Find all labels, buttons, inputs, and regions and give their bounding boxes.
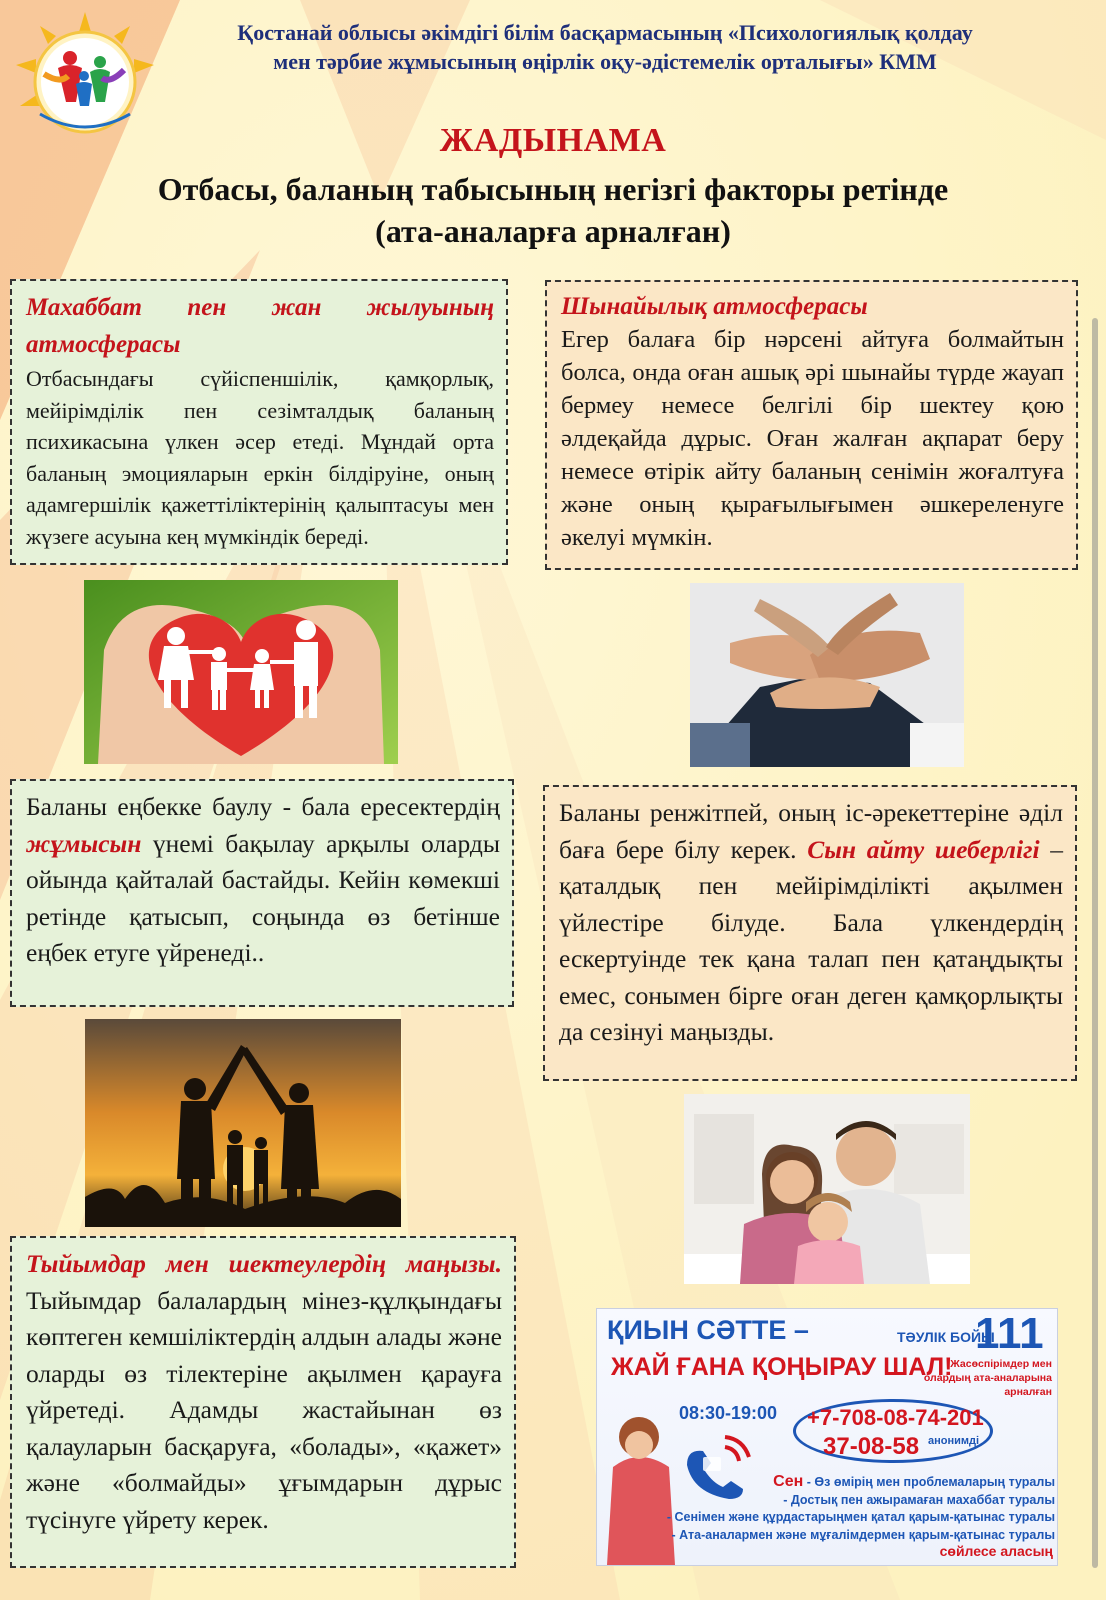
hotline-number: 111	[975, 1309, 1044, 1358]
sincerity-atmosphere-box	[545, 280, 1078, 570]
hotline-topic-2: - Достық пен ажырамаған махаббат туралы	[783, 1492, 1055, 1507]
criticism-skill-box	[543, 785, 1077, 1081]
hotline-poster	[596, 1308, 1058, 1566]
organization-name	[175, 18, 1035, 76]
sincerity-atmosphere-heading: Шынайылық атмосферасы	[561, 293, 868, 320]
hotline-audience: Жасөспірімдер мен олардың ата-аналарына арналған	[923, 1358, 1052, 1398]
hotline-topic-4: - Ата-аналармен және мұғалімдермен қарым-қатынас туралы	[671, 1527, 1055, 1542]
hotline-topic-3: - Сенімен және құрдастарыңмен қатал қарым-қатынас туралы	[666, 1510, 1055, 1524]
stacked-hands-image	[690, 583, 964, 767]
labor-emphasis: жұмысын	[26, 828, 142, 858]
criticism-text-before: Баланы ренжітпей, оның іс-әрекеттеріне әділ баға бере білу керек.	[559, 798, 1063, 864]
hotline-topics	[635, 1473, 1055, 1544]
hotline-phone-1: +7-708-08-74-201	[807, 1405, 984, 1430]
hotline-round-clock: ТӘУЛІК БОЙЫ	[897, 1329, 995, 1345]
labor-text-after: үнемі бақылау арқылы оларды ойында қайталай бастайды. Кейін көмекші ретінде қатысып, соңында өз бетінше еңбек етуге үйренеді..	[26, 828, 500, 967]
family-silhouette-sunset-image	[85, 1019, 401, 1227]
hotline-phone-2: 37-08-58	[823, 1433, 920, 1460]
hotline-hours: 08:30-19:00	[679, 1403, 778, 1423]
prohibitions-heading: Тыйымдар мен шектеулердің маңызы.	[26, 1249, 502, 1278]
page-title: ЖАДЫНАМА	[439, 122, 667, 159]
hotline-topic-1: - Өз өмірің мен проблемаларың туралы	[803, 1475, 1055, 1489]
labor-text-before: Баланы еңбекке баулу - бала ересектердің	[26, 792, 500, 821]
smiling-family-image	[684, 1094, 970, 1284]
love-atmosphere-text: Отбасындағы сүйіспеншілік, қамқорлық, мейірімділік пен сезімталдық баланың психикасына үлкен әсер етеді. Мұндай орта баланың эмоцияларын еркін білдіруіне, оның адамгершілік қажеттіліктерінің қалыптасуы мен жүзеге асуына кең мүмкіндік береді.	[26, 366, 494, 549]
subtitle-line-2: (ата-аналарға арналған)	[375, 213, 731, 249]
org-line-1: Қостанай облысы әкімдігі білім басқармасының «Психологиялық қолдау	[237, 20, 973, 45]
scrollbar[interactable]	[1092, 318, 1098, 1568]
prohibitions-box	[10, 1236, 516, 1568]
page-subtitle	[40, 168, 1066, 252]
subtitle-line-1: Отбасы, баланың табысының негізгі факторы ретінде	[157, 171, 949, 207]
hotline-closing: сөйлесе аласың	[939, 1543, 1053, 1559]
hotline-headline-2: ЖАЙ ҒАНА ҚОҢЫРАУ ШАЛ!	[611, 1353, 953, 1381]
org-line-2: мен тәрбие жұмысының өңірлік оқу-әдістемелік орталығы» КММ	[273, 49, 937, 74]
love-atmosphere-box	[10, 279, 508, 565]
hands-holding-heart-family-image	[84, 580, 398, 764]
love-atmosphere-heading: Махаббат пен жан жылуының атмосферасы	[26, 294, 494, 358]
labor-education-box	[10, 779, 514, 1007]
hotline-you: Сен	[773, 1473, 804, 1490]
prohibitions-text: Тыйымдар балалардың мінез-құлқындағы көптеген кемшіліктердің алдын алады және оларды өз тілектеріне ақылмен қарауға үйретеді. Адамды жастайынан өз қалауларын басқаруға, «болады», «қажет» және «болмайды» ұғымдарын дұрыс түсінуге үйрету керек.	[26, 1285, 502, 1534]
criticism-text-after: – қаталдық пен мейірімділікті ақылмен үйлестіре білуде. Бала үлкендердің ескертуінде тек қана талап пен қатаңдықты емес, сонымен бірге оған деген қамқорлықты да сезінуі маңызды.	[559, 834, 1063, 1046]
hotline-headline-1: ҚИЫН СӘТТЕ –	[607, 1315, 809, 1345]
criticism-emphasis: Сын айту шеберлігі	[807, 834, 1040, 864]
hotline-anonymous: анонимді	[928, 1435, 980, 1447]
sincerity-atmosphere-text: Егер балаға бір нәрсені айтуға болмайтын болса, онда оған ашық әрі шынайы түрде жауап бермеу немесе белгілі бір шектеу қою әлдеқайда дұрыс. Оған жалған ақпарат беру немесе өтірік айту баланың сенімін жоғалтуға және оның қырағылығымен әшкереленуге әкелуі мүмкін.	[561, 326, 1064, 551]
